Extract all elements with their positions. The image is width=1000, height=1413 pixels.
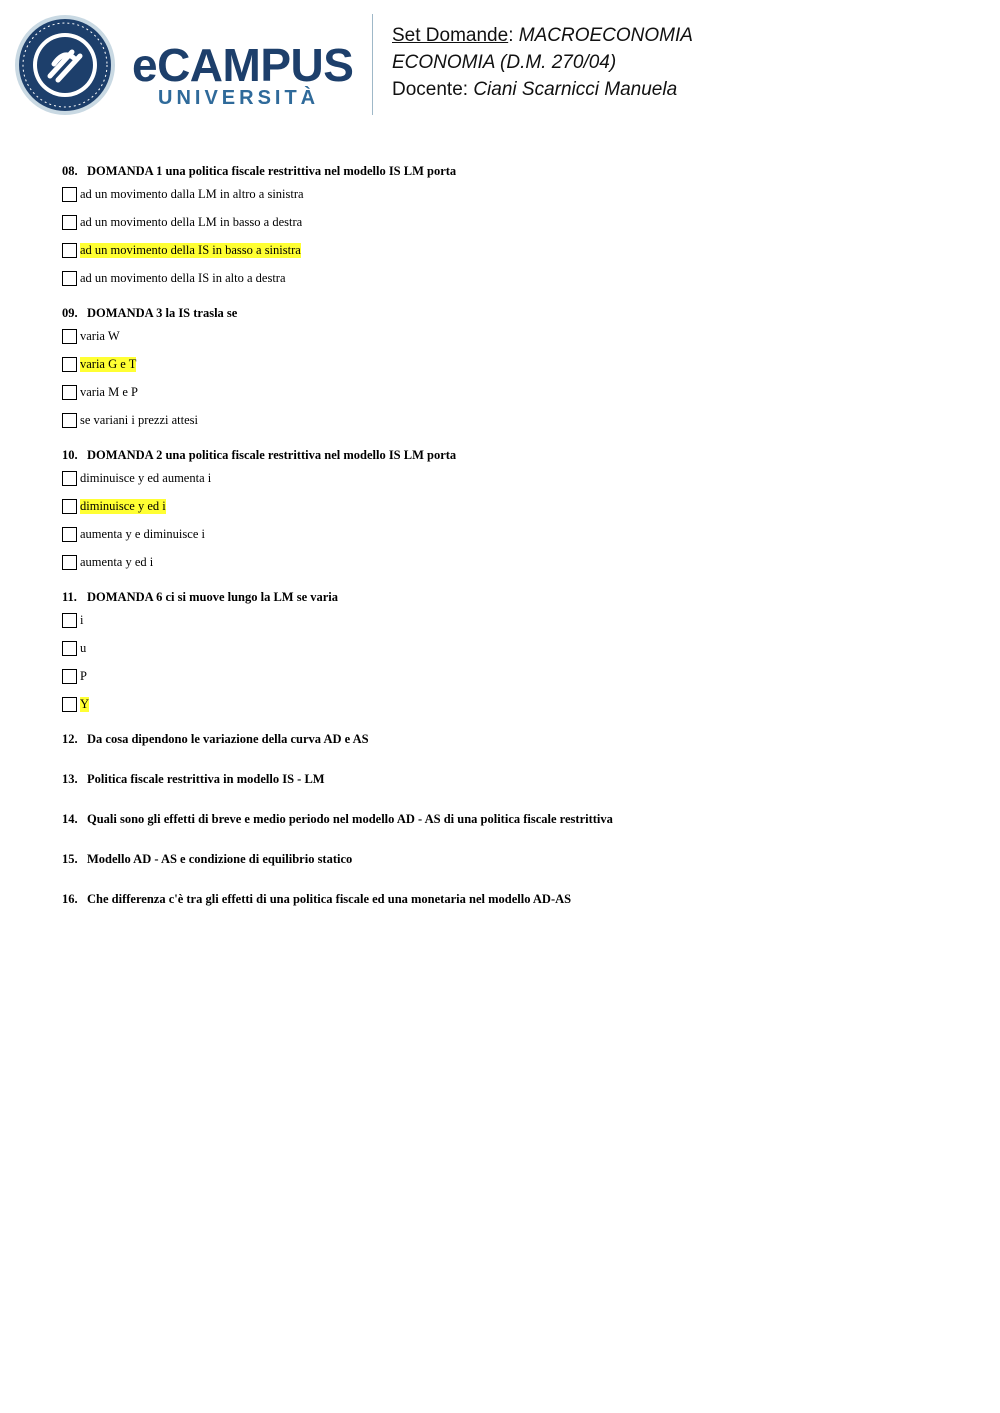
teacher-name: Ciani Scarnicci Manuela [473, 79, 678, 100]
question-number: 13. [62, 772, 78, 786]
answer-option[interactable] [62, 180, 962, 208]
ecampus-wordmark-logo [132, 40, 354, 112]
option-text: P [80, 668, 87, 683]
question-number: 12. [62, 732, 78, 746]
set-label: Set Domande [392, 25, 509, 46]
question-text: Da cosa dipendono le variazione della curva AD e AS [87, 732, 369, 746]
option-text-highlighted: diminuisce y ed i [80, 498, 166, 513]
option-text-highlighted: varia G e T [80, 356, 137, 371]
question-text: Modello AD - AS e condizione di equilibrio statico [87, 852, 353, 866]
open-question [62, 770, 962, 788]
question-text: Politica fiscale restrittiva in modello IS - LM [87, 772, 325, 786]
page-header [0, 0, 1000, 125]
answer-option[interactable] [62, 350, 962, 378]
answer-option[interactable] [62, 208, 962, 236]
option-text: ad un movimento della IS in alto a destra [80, 270, 286, 285]
open-question [62, 810, 962, 828]
question-list [62, 162, 962, 930]
option-text: u [80, 640, 87, 655]
checkbox[interactable] [62, 271, 77, 286]
question-title [62, 304, 962, 322]
header-info [392, 22, 693, 103]
university-seal-logo [14, 14, 116, 116]
checkbox[interactable] [62, 471, 77, 486]
teacher-label: Docente: [392, 79, 469, 100]
checkbox[interactable] [62, 697, 77, 712]
checkbox[interactable] [62, 499, 77, 514]
option-text: aumenta y e diminuisce i [80, 526, 205, 541]
open-question [62, 850, 962, 868]
header-line-1: Set Domande: MACROECONOMIA [392, 25, 693, 46]
open-question [62, 730, 962, 748]
answer-option[interactable] [62, 690, 962, 718]
option-text: varia M e P [80, 384, 138, 399]
open-question [62, 890, 962, 908]
checkbox[interactable] [62, 243, 77, 258]
question-text: DOMANDA 2 una politica fiscale restrittiva nel modello IS LM porta [87, 448, 457, 462]
wordmark-campus: eCAMPUS [132, 39, 354, 91]
option-text: se variani i prezzi attesi [80, 412, 198, 427]
header-divider [372, 14, 373, 115]
option-text: varia W [80, 328, 120, 343]
answer-option[interactable] [62, 520, 962, 548]
question-block [62, 304, 962, 434]
question-text: Che differenza c'è tra gli effetti di una politica fiscale ed una monetaria nel modello AD-AS [87, 892, 572, 906]
question-number: 11. [62, 590, 77, 604]
option-text-highlighted: ad un movimento della IS in basso a sinistra [80, 242, 301, 257]
question-number: 15. [62, 852, 78, 866]
question-number: 09. [62, 306, 78, 320]
question-text: DOMANDA 1 una politica fiscale restrittiva nel modello IS LM porta [87, 164, 457, 178]
question-text: DOMANDA 3 la IS trasla se [87, 306, 238, 320]
wordmark-universita: UNIVERSITÀ [158, 87, 320, 109]
question-title [62, 446, 962, 464]
checkbox[interactable] [62, 385, 77, 400]
question-number: 14. [62, 812, 78, 826]
question-block [62, 162, 962, 292]
checkbox[interactable] [62, 669, 77, 684]
checkbox[interactable] [62, 215, 77, 230]
question-title [62, 588, 962, 606]
option-text: ad un movimento dalla LM in altro a sinistra [80, 186, 304, 201]
question-block [62, 588, 962, 718]
answer-option[interactable] [62, 264, 962, 292]
header-line-2 [392, 49, 693, 76]
answer-option[interactable] [62, 464, 962, 492]
checkbox[interactable] [62, 413, 77, 428]
question-text: DOMANDA 6 ci si muove lungo la LM se varia [87, 590, 339, 604]
answer-option[interactable] [62, 378, 962, 406]
course-line-1: MACROECONOMIA [518, 25, 693, 46]
checkbox[interactable] [62, 613, 77, 628]
question-title [62, 162, 962, 180]
option-text-highlighted: Y [80, 696, 90, 711]
question-number: 08. [62, 164, 78, 178]
checkbox[interactable] [62, 357, 77, 372]
option-text: aumenta y ed i [80, 554, 154, 569]
answer-option[interactable] [62, 548, 962, 576]
checkbox[interactable] [62, 527, 77, 542]
question-number: 16. [62, 892, 78, 906]
question-text: Quali sono gli effetti di breve e medio periodo nel modello AD - AS di una politica fiscale restrittiva [87, 812, 613, 826]
option-text: ad un movimento della LM in basso a destra [80, 214, 303, 229]
question-number: 10. [62, 448, 78, 462]
checkbox[interactable] [62, 555, 77, 570]
answer-option[interactable] [62, 236, 962, 264]
checkbox[interactable] [62, 187, 77, 202]
checkbox[interactable] [62, 641, 77, 656]
answer-option[interactable] [62, 634, 962, 662]
answer-option[interactable] [62, 322, 962, 350]
checkbox[interactable] [62, 329, 77, 344]
answer-option[interactable] [62, 606, 962, 634]
answer-option[interactable] [62, 406, 962, 434]
course-line-2: ECONOMIA (D.M. 270/04) [392, 52, 617, 73]
answer-option[interactable] [62, 492, 962, 520]
answer-option[interactable] [62, 662, 962, 690]
option-text: diminuisce y ed aumenta i [80, 470, 212, 485]
option-text: i [80, 612, 84, 627]
header-line-3 [392, 76, 693, 103]
question-block [62, 446, 962, 576]
